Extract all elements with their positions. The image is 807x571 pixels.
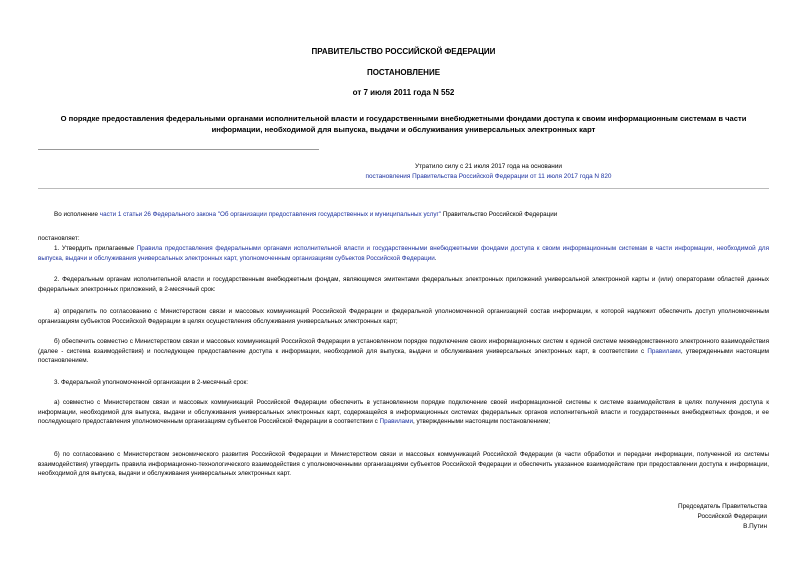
document-type: ПОСТАНОВЛЕНИЕ [366,68,441,77]
preamble-paragraph: Во исполнение части 1 статьи 26 Федерального закона "Об организации предоставления государственных и муниципальных услуг" Правительство Российской Федерации [54,211,558,218]
rules-link-3[interactable]: Правилами [379,418,413,426]
decrees-word: постановляет: [38,235,80,242]
item-3a-paragraph: а) совместно с Министерством связи и массовых коммуникаций Российской Федерации обеспечить в установленном порядке подключение своей информационной системы к системе взаимодействия в целях получения доступа к информации, необходимой для выпуска, выдачи и обслуживания универсальных электронных карт, содержащейся в информационных системах федеральных органов исполнительной власти и государственных внебюджетных фондов, и ее последующего предоставления уполномоченным организациям субъектов Российской Федерации в соответствии с Правилами, утвержденными настоящим постановлением; [38,399,769,426]
signature-position: Председатель Правительства [678,503,767,510]
note-divider [38,188,769,189]
item-2a-paragraph: а) определить по согласованию с Министерством связи и массовых коммуникаций Российской Федерации и федеральной уполномоченной организацией состав информации, к которой надлежит обеспечить доступ уполномоченным организациям субъектов Российской Федерации в целях осуществления обслуживания универсальных электронных карт; [38,308,769,325]
rules-link[interactable]: Правила предоставления федеральными органами исполнительной власти и государственными внебюджетными фондами доступа к своим информационным системам в части информации, необходимой для выпуска, выдачи и обслуживания универсальных электронных карт, уполномоченным организациям субъектов Российской Федерации [38,245,770,262]
item-1-paragraph: 1. Утвердить прилагаемые Правила предоставления федеральными органами исполнительной власти и государственными внебюджетными фондами доступа к своим информационным системам в части информации, необходимой для выпуска, выдачи и обслуживания универсальных электронных карт, уполномоченным организациям субъектов Российской Федерации. [38,245,770,262]
title-divider [38,149,319,150]
document-date-number: от 7 июля 2011 года N 552 [352,88,455,97]
item-3-paragraph: 3. Федеральной уполномоченной организации в 2-месячный срок: [54,379,249,386]
signature-country: Российской Федерации [697,512,767,520]
rules-link-2[interactable]: Правилами [647,347,681,355]
status-note-text: Утратило силу с 21 июля 2017 года на основании [415,163,562,170]
signature-name: В.Путин [743,522,767,530]
item-3b-paragraph: б) по согласованию с Министерством экономического развития Российской Федерации и Министерством связи и массовых коммуникаций Российской Федерации (в части обработки и передачи информации, полученной из системы взаимодействия) утвердить правила информационно-технологического взаимодействия с уполномоченными организациями субъектов Российской Федерации и обеспечить указанное взаимодействие при предоставлении доступа к информации, необходимой для выпуска, выдачи и обслуживания универсальных электронных карт. [38,451,769,478]
federal-law-link[interactable]: части 1 статьи 26 Федерального закона "Об организации предоставления государственных и муниципальных услуг" [99,211,442,218]
item-2b-paragraph: б) обеспечить совместно с Министерством связи и массовых коммуникаций Российской Федерации в установленном порядке подключение своих информационных систем к единой системе межведомственного электронного взаимодействия (далее - система взаимодействия) и последующее предоставление доступа к информации, необходимой для выпуска, выдачи и обслуживания универсальных электронных карт, в соответствии с Правилами, утвержденными настоящим постановлением. [38,338,769,365]
repeal-decree-link[interactable]: постановления Правительства Российской Федерации от 11 июля 2017 года N 820 [365,173,612,181]
signature-block [678,502,767,532]
item-2-paragraph: 2. Федеральным органам исполнительной власти и государственным внебюджетным фондам, являющимся эмитентами федеральных электронных приложений универсальной электронной карты и (или) операторами областей данных федеральных электронных приложений, в 2-месячный срок: [38,276,769,293]
document-title: О порядке предоставления федеральными органами исполнительной власти и государственными внебюджетными фондами доступа к своим информационным системам в части информации, необходимой для выпуска, выдачи и обслуживания универсальных электронных карт [60,114,747,134]
status-note [180,162,797,183]
government-header: ПРАВИТЕЛЬСТВО РОССИЙСКОЙ ФЕДЕРАЦИИ [311,47,496,56]
